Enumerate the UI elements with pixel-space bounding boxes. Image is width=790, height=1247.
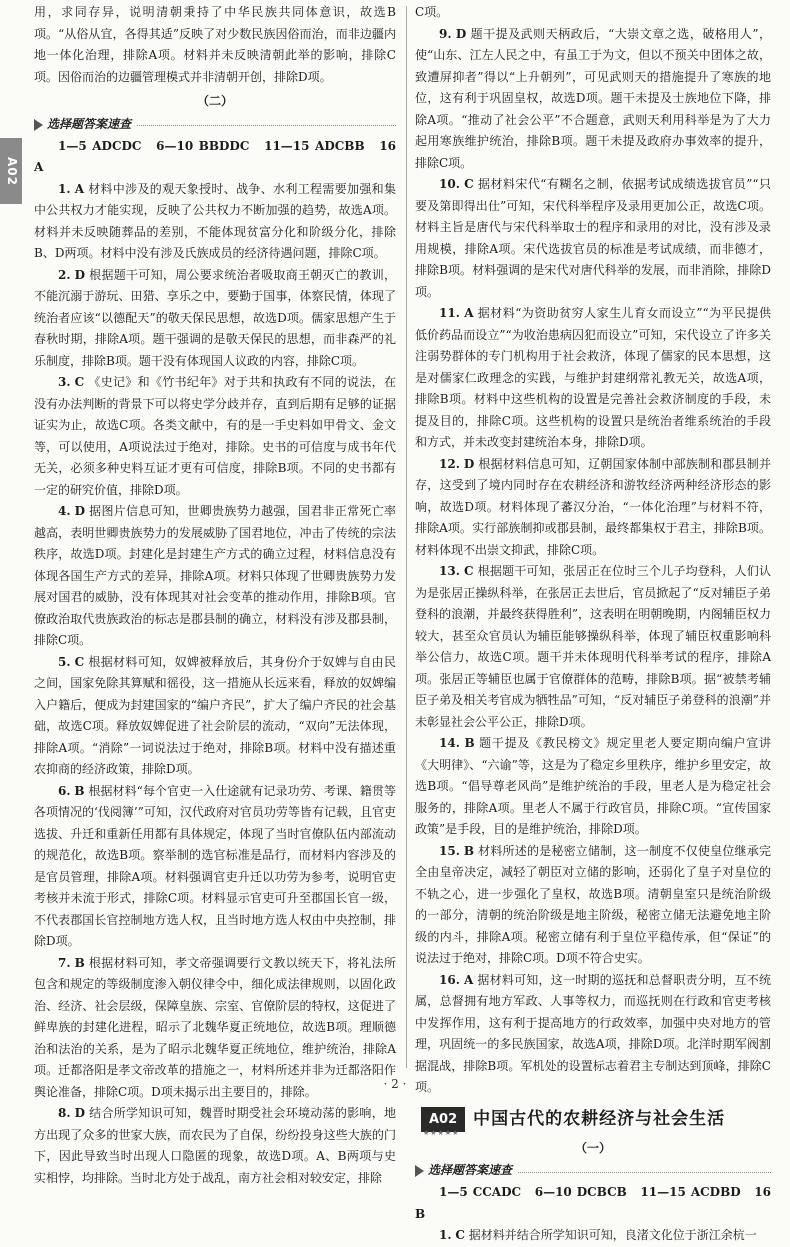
- item-answer-letter: C: [463, 564, 474, 578]
- triangle-marker-icon: [415, 1165, 424, 1177]
- answer-item: [415, 24, 771, 175]
- item-explanation: 据图片信息可知，世卿贵族势力越强，国君非正常死亡率越高，表明世卿贵族势力的发展威胁了国君地位，冲击了传统的宗法秩序，故选D项。封建化是封建生产方式的确立过程，材料信息没有体现各国生产方式的差异，排除A项。材料只体现了世卿贵族势力发展对国君的威胁，没有体现其对社会变革的推动作用，排除B项。官僚政治取代贵族政治的标志是郡县制的确立，材料没有涉及郡县制，排除C项。: [34, 504, 396, 647]
- answer-item: [34, 179, 396, 265]
- item-number: 6.: [58, 783, 71, 798]
- unit-stars: ★★★★★: [423, 1128, 460, 1137]
- page-number: · 2 ·: [383, 1077, 407, 1091]
- answer-item: [34, 265, 396, 373]
- answer-item: [34, 1103, 396, 1189]
- item-explanation: 据材料可知，这一时期的巡抚和总督职责分明，互不统属，总督拥有地方军政、人事等权力，而巡抚则在行政和官吏考核中发挥作用，这有利于提高地方的行政效率，加强中央对地方的管理，巩固统一的多民族国家，故选A项，排除D项。北洋时期军阀割据混战，排除B项。军机处的设置标志着君主专制达到顶峰，排除C项。: [415, 972, 771, 1094]
- answer-item: [415, 303, 771, 454]
- item-explanation: 根据题干可知，周公要求统治者吸取商王朝灭亡的教训，不能沉溺于游玩、田猎、享乐之中，要勤于国事，体察民情，体现了统治者应该“以德配天”的敬天保民思想，故选D项。儒家思想产生于春秋时期，排除A项。题干强调的是敬天保民的思想，而非森严的礼乐制度，排除B项。题干没有体现国人议政的内容，排除C项。: [34, 267, 396, 368]
- item-answer-letter: D: [74, 504, 86, 518]
- triangle-marker-icon: [34, 119, 43, 131]
- item-number: 5.: [58, 654, 71, 669]
- item-answer-letter: D: [455, 26, 467, 41]
- left-column: [34, 2, 396, 1185]
- item-answer-letter: A: [463, 972, 474, 987]
- item-explanation: 《史记》和《竹书纪年》对于共和执政有不同的说法，在没有办法判断的背景下可以将史学分歧并存，直到后期有足够的证据证实为止，故选C项。各类文献中，有的是一手史料如甲骨文、金文等，可以使用，A项说法过于绝对，排除。史书的可信度与成书年代无关，必须多种史料互证才更有可信度，排除B项。不同的史书都有一定的研究价值，排除D项。: [34, 375, 396, 497]
- answer-item: [34, 372, 396, 501]
- item-number: 10.: [439, 177, 460, 191]
- left-top-text: 用，求同存异，说明清朝秉持了中华民族共同体意识，故选B项。“从俗从宜，各得其适”反映了对少数民族因俗而治，而非边疆内地一体化治理，排除A项。材料并未反映清朝此举的影响，排除C项。因俗而治的边疆管理模式并非清朝开创，排除D项。: [34, 5, 396, 84]
- item-explanation: 题干提及武则天柄政后，“大崇文章之选，破格用人”，使“山东、江左人民之中，有虽工于为文，但以不预关中团体之故，致遭屏抑者”得以“上升朝列”，可见武则天的措施提升了寒族的地位，这有利于巩固皇权，故选D项。题干未提及士族地位下降，排除A项。“推动了社会公平”不合题意，武则天利用科举是为了大力起用寒族维护统治，排除B项。题干未提及政府办事效率的提升，排除C项。: [415, 26, 771, 170]
- item-explanation: 据材料并结合所学知识可知，良渚文化位于浙江余杭一: [468, 1228, 757, 1242]
- item-number: 2.: [58, 267, 71, 282]
- item-number: 15.: [439, 843, 460, 858]
- right-column: [415, 2, 771, 1242]
- item-number: 13.: [439, 564, 460, 578]
- item-number: 16.: [439, 972, 460, 987]
- answer-item: [415, 561, 771, 733]
- item-explanation: 根据材料可知，孝文帝强调要行文教以统天下，将礼法所包含和规定的等级制度渗入朝仪律令中，细化成法律规则，以固化政治、经济、社会层级，保障皇族、宗室、官僚阶层的特权，这促进了鲜卑族的封建化进程，昭示了北魏华夏正统地位，故选B项。理顺德治和法治的关系，是为了昭示北魏华夏正统地位，维护统治，排除A项。迁都洛阳是孝文帝改革的措施之一，材料所述并非为迁都洛阳作舆论准备，排除C项。D项未揭示出主要目的，排除。: [34, 955, 396, 1099]
- item-answer-letter: D: [74, 267, 86, 282]
- item-explanation: 结合所学知识可知，魏晋时期受社会环境动荡的影响，地方出现了众多的世家大族，而农民为了自保，纷纷投身这些大族的门下，因此导致当时出现人口隐匿的现象，故选D项。A、B两项与史实相悖，均排除。当时北方处于战乱，南方社会相对较安定，排除: [34, 1106, 396, 1185]
- section-heading-2: （二）: [196, 94, 233, 108]
- answer-label-text: 选择题答案速查: [47, 116, 132, 131]
- right-answer-list: [415, 24, 771, 1099]
- item-number: 14.: [439, 736, 460, 750]
- item-number: 1.: [58, 181, 71, 196]
- answer-summary: 1—5 ADCDC 6—10 BBDDC 11—15 ADCBB 16 A: [34, 138, 396, 174]
- item-explanation: 根据材料信息可知，辽朝国家体制中部族制和郡县制并存，这受到了境内同时存在农耕经济和游牧经济两种经济形态的影响，故选D项。材料体现了蕃汉分治，“一体化治理”与材料不符，排除A项。实行部族制抑或郡县制，最终都集权于君主，排除B项。材料体现不出崇文抑武，排除C项。: [415, 456, 771, 557]
- item-number: 8.: [58, 1106, 71, 1120]
- dotted-rule: [137, 125, 396, 126]
- unit-code-badge: [421, 1107, 465, 1137]
- unit-code: A02: [429, 1111, 458, 1127]
- item-number: 12.: [439, 456, 460, 471]
- dotted-rule: [518, 1172, 771, 1173]
- answer-item: [415, 733, 771, 841]
- answer-quick-check-label: [34, 115, 396, 135]
- column-divider: [406, 6, 407, 1068]
- answer-item: [34, 501, 396, 652]
- item-answer-letter: A: [464, 306, 474, 320]
- item-answer-letter: B: [74, 783, 85, 798]
- item-answer-letter: B: [463, 843, 475, 858]
- item-explanation: 材料中涉及的观天象授时、战争、水利工程需要加强和集中公共权力才能实现，反映了公共权力不断加强的趋势，故选A项。材料并未反映随葬品的差别，不能体现贫富分化和阶级分化，排除B、D两项。材料中没有涉及氏族成员的经济待遇问题，排除C项。: [34, 181, 396, 260]
- item-answer-letter: C: [74, 375, 85, 389]
- unit-title: 中国古代的农耕经济与社会生活: [473, 1108, 726, 1129]
- item-answer-letter: C: [74, 654, 85, 669]
- item-answer-letter: B: [74, 955, 85, 970]
- right-top-text: C项。: [415, 5, 449, 19]
- answer-quick-check-label: [415, 1161, 771, 1181]
- item-answer-letter: D: [74, 1106, 86, 1120]
- answer-label-text: 选择题答案速查: [428, 1163, 513, 1178]
- answer-item: [415, 174, 771, 303]
- unit-header: [421, 1105, 771, 1135]
- answer-summary: 1—5 CCADC 6—10 DCBCB 11—15 ACDBD 16 B: [415, 1185, 771, 1221]
- item-answer-letter: D: [463, 456, 475, 471]
- item-number: 9.: [439, 26, 452, 41]
- answer-item: [34, 781, 396, 953]
- item-explanation: 题干提及《教民榜文》规定里老人要定期向编户宣讲《大明律》、“六谕”等，这是为了稳定乡里秩序，维护乡里安定，故选B项。“倡导尊老风尚”是维护统治的手段，里老人是为稳定社会服务的，排除A项。里老人不属于行政官员，排除C项。“宣传国家政策”是手段，目的是维护统治，排除D项。: [415, 736, 771, 836]
- answer-item: [34, 652, 396, 781]
- answer-item: [415, 454, 771, 562]
- answer-item: [415, 1225, 771, 1247]
- answer-item: [415, 841, 771, 970]
- item-answer-letter: C: [464, 177, 474, 191]
- item-explanation: 根据材料可知，奴婢被释放后，其身份介于奴婢与自由民之间，国家免除其算赋和徭役，这一措施从长远来看，释放的奴婢编入户籍后，便成为封建国家的“编户齐民”，扩大了编户齐民的社会基础，故选C项。释放奴婢促进了社会阶层的流动，“双向”无法体现，排除A项。“消除”一词说法过于绝对，排除B项。材料中没有描述重农抑商的经济政策，排除D项。: [34, 654, 396, 776]
- item-explanation: 材料所述的是秘密立储制，这一制度不仅使皇位继承完全由皇帝决定，减轻了朝臣对立储的影响，还弱化了皇子对皇位的不轨之心，进一步强化了皇权，故选B项。清朝皇室只是统治阶级的一部分，清朝的统治阶级是地主阶级，秘密立储无法避免地主阶级的内斗，排除A项。秘密立储有利于皇位平稳传承，但“保证”的说法过于绝对，排除C项。D项不符合史实。: [415, 843, 771, 965]
- item-number: 1.: [439, 1228, 452, 1242]
- item-explanation: 根据材料“每个官吏一入仕途就有记录功劳、考课、籍贯等各项情况的‘伐阅簿’”可知，汉代政府对官员功劳等皆有记载，且官吏选拔、升迁和重新任用都有具体规定，体现了当时官僚队伍内部流动的规范化，故选B项。察举制的选官标准是品行，而材料内容涉及的是官员管理，排除A项。材料强调官吏升迁以功劳为参考，说明官吏考核并未流于形式，排除C项。材料显示官吏可升至郡国长官一级，不代表郡国长官控制地方选人权，且当时地方选人权由中央控制，排除D项。: [34, 783, 396, 948]
- item-number: 7.: [58, 955, 71, 970]
- item-answer-letter: A: [74, 181, 84, 196]
- section-heading-1: （一）: [574, 1140, 611, 1155]
- item-explanation: 据材料宋代“有糊名之制，依据考试成绩选拔官员”“只要及第即得出仕”可知，宋代科举程序及录用更加公正，故选C项。材料主旨是唐代与宋代科举取士的程序和录用的对比，没有涉及录用规模，排除A项。宋代选拔官员的标准是考试成绩，而非德才，排除B项。材料强调的是宋代对唐代科举的发展，而非消除，排除D项。: [415, 177, 771, 299]
- item-answer-letter: B: [464, 736, 475, 750]
- item-answer-letter: C: [455, 1228, 465, 1242]
- item-number: 11.: [439, 306, 460, 320]
- unit-side-tab: A02: [0, 138, 22, 204]
- item-explanation: 根据题干可知，张居正在位时三个儿子均登科，人们认为是张居正操纵科举，在张居正去世后，官员掀起了“反对辅臣子弟登科的浪潮，并最终获得胜利”，这表明在明朝晚期，内阁辅臣权力较大，甚至众官员认为辅臣能够操纵科举，体现了辅臣权重影响科举公信力，故选C项。题干并未体现明代科举考试的程序，排除A项。张居正等辅臣也属于官僚群体的范畴，排除B项。据“被禁考辅臣子弟及相关考官成为牺牲品”可知，“反对辅臣子弟登科的浪潮”并未彰显社会公平公正，排除D项。: [415, 564, 771, 729]
- left-answer-list: [34, 179, 396, 1190]
- item-explanation: 据材料“为资助贫穷人家生儿育女而设立”“为平民提供低价药品而设立”“为收治患病囚犯而设立”可知，宋代设立了许多关注弱势群体的专门机构用于社会救济，体现了儒家的民本思想，这是对儒家仁政理念的实践，与维护封建纲常礼教无关，故选A项，排除B项。材料中这些机构的设置是完善社会救济制度的手段，未提及目的，排除C项。这些机构的设置只是统治者维系统治的手段和方式，并未改变封建统治本身，排除D项。: [415, 306, 771, 449]
- item-number: 3.: [58, 375, 71, 389]
- item-number: 4.: [58, 504, 71, 518]
